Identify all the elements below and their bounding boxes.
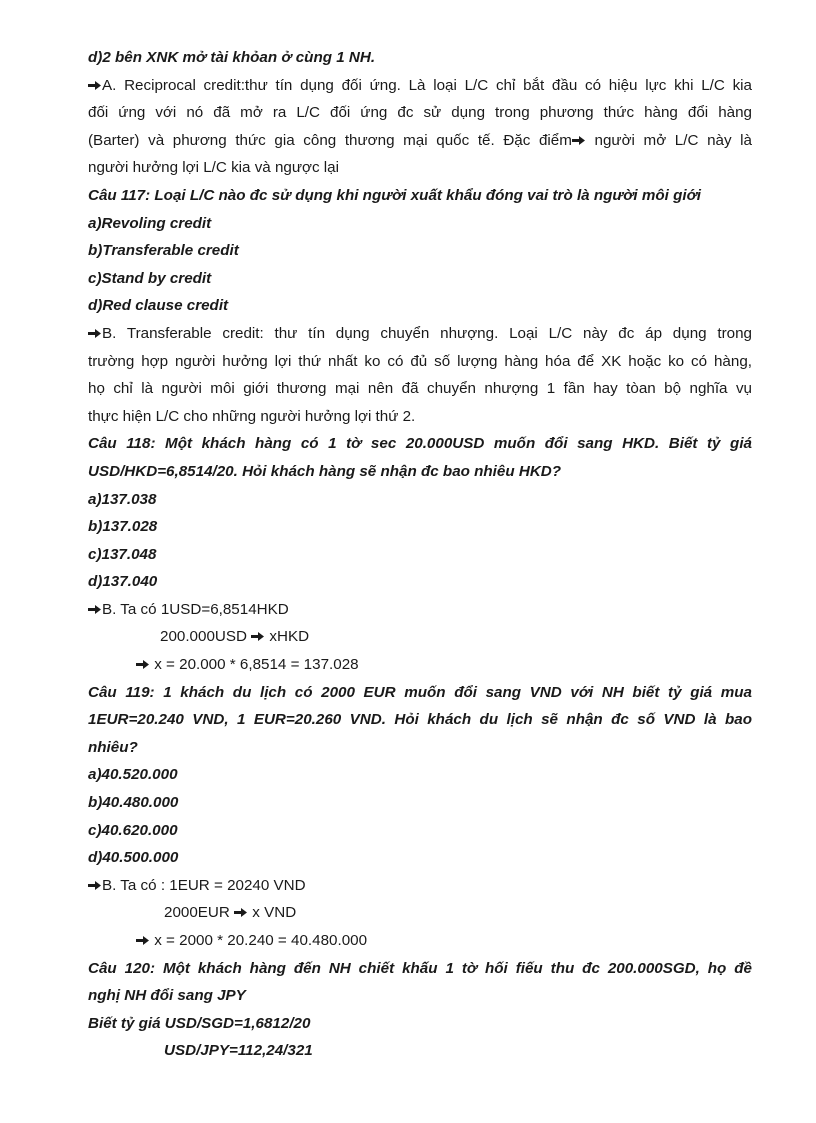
question-118: Câu 118: Một khách hàng có 1 tờ sec 20.000USD muốn đổi sang HKD. Biết tỷ giá <box>88 435 752 453</box>
answer-option-c: c)137.048 <box>88 545 157 563</box>
answer-option-c: c)Stand by credit <box>88 269 212 287</box>
document-page <box>88 44 752 1065</box>
arrow-right-icon <box>572 127 586 155</box>
calculation-result: x = 2000 * 20.240 = 40.480.000 <box>88 927 752 955</box>
question-119-cont: nhiêu? <box>88 738 138 756</box>
answer-option-c: c)40.620.000 <box>88 821 178 839</box>
answer-option-d-prev: d)2 bên XNK mở tài khỏan ở cùng 1 NH. <box>88 49 376 66</box>
answer-option-d: d)137.040 <box>88 573 158 591</box>
calculation-line: 200.000USD xHKD <box>88 623 752 651</box>
answer-option-a: a)40.520.000 <box>88 766 178 784</box>
answer-option-b: b)40.480.000 <box>88 794 179 812</box>
explanation-line: (Barter) và phương thức gia công thương mại quốc tế. Đặc điểm người mở L/C này là <box>88 127 752 155</box>
explanation-line: B. Ta có 1USD=6,8514HKD <box>88 596 752 624</box>
question-120-cont: Biết tỷ giá USD/SGD=1,6812/20 <box>88 1014 311 1032</box>
arrow-right-icon <box>88 872 102 900</box>
answer-option-d: d)Red clause credit <box>88 297 229 315</box>
arrow-right-icon <box>88 72 102 100</box>
question-120: Câu 120: Một khách hàng đến NH chiết khấu 1 tờ hối fiếu thu đc 200.000SGD, họ đề <box>88 959 752 977</box>
question-118-cont: USD/HKD=6,8514/20. Hỏi khách hàng sẽ nhận đc bao nhiêu HKD? <box>88 462 562 480</box>
answer-option-b: b)137.028 <box>88 518 158 536</box>
explanation-line: đối ứng với nó đã mở ra L/C đối ứng đc sử dụng trong phương thức hàng đổi hàng <box>88 104 752 122</box>
explanation-line: người hưởng lợi L/C kia và ngược lại <box>88 159 340 177</box>
arrow-right-icon <box>88 320 102 348</box>
answer-option-b: b)Transferable credit <box>88 242 239 260</box>
calculation-result: x = 20.000 * 6,8514 = 137.028 <box>88 651 752 679</box>
question-120-cont: USD/JPY=112,24/321 <box>164 1042 313 1060</box>
arrow-right-icon <box>234 899 248 927</box>
question-120-cont: nghị NH đổi sang JPY <box>88 987 246 1005</box>
arrow-right-icon <box>136 927 150 955</box>
explanation-line: B. Ta có : 1EUR = 20240 VND <box>88 872 752 900</box>
explanation-line: thực hiện L/C cho những người hưởng lợi thứ 2. <box>88 407 416 425</box>
arrow-right-icon <box>88 596 102 624</box>
explanation-line: trường hợp người hưởng lợi thứ nhất ko có đủ số lượng hàng hóa để XK hoặc ko có hàng, <box>88 352 752 370</box>
explanation-line: A. Reciprocal credit:thư tín dụng đối ứng. Là loại L/C chỉ bắt đầu có hiệu lực khi L/C kia <box>88 72 752 100</box>
question-119-cont: 1EUR=20.240 VND, 1 EUR=20.260 VND. Hỏi khách du lịch sẽ nhận đc số VND là bao <box>88 711 752 729</box>
arrow-right-icon <box>251 623 265 651</box>
answer-option-a: a)Revoling credit <box>88 214 212 232</box>
question-117: Câu 117: Loại L/C nào đc sử dụng khi người xuất khẩu đóng vai trò là người môi giới <box>88 186 702 204</box>
answer-option-d: d)40.500.000 <box>88 849 179 867</box>
calculation-line: 2000EUR x VND <box>88 899 752 927</box>
explanation-line: B. Transferable credit: thư tín dụng chuyển nhượng. Loại L/C này đc áp dụng trong <box>88 320 752 348</box>
answer-option-a: a)137.038 <box>88 490 157 508</box>
question-119: Câu 119: 1 khách du lịch có 2000 EUR muốn đổi sang VND với NH biết tỷ giá mua <box>88 683 752 701</box>
arrow-right-icon <box>136 651 150 679</box>
explanation-line: họ chỉ là người môi giới thương mại nên đã chuyển nhượng 1 fần hay tòan bộ nghĩa vụ <box>88 380 752 398</box>
